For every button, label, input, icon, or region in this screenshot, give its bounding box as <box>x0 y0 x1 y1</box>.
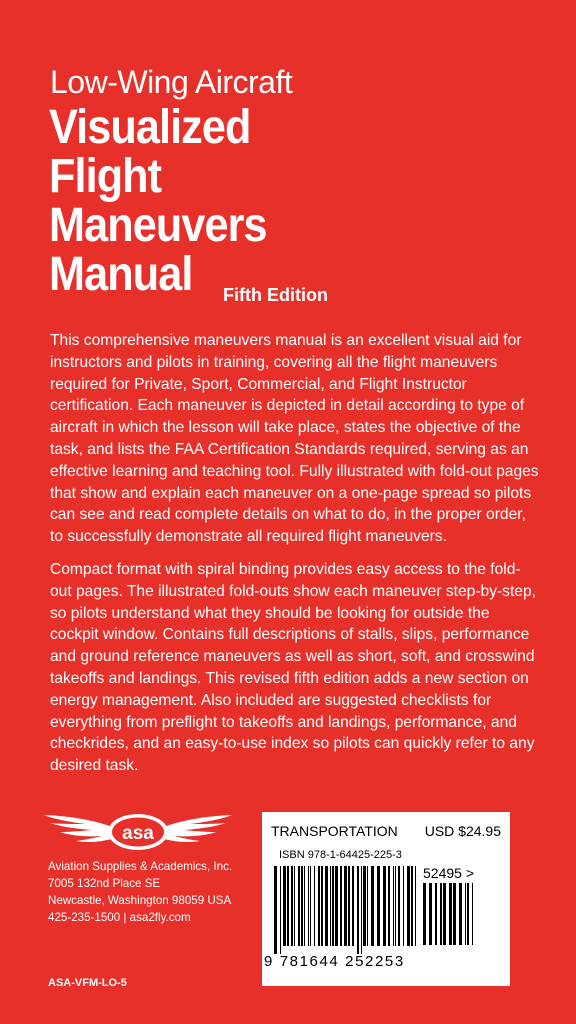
title-line: Flight <box>49 150 162 203</box>
price-label: USD $24.95 <box>424 823 501 839</box>
barcode-label <box>262 812 510 986</box>
barcode-bar <box>449 883 452 945</box>
barcode-bar <box>344 866 347 946</box>
book-title <box>49 103 267 299</box>
barcode-bar <box>348 866 350 946</box>
product-code: ASA-VFM-LO-5 <box>48 977 127 989</box>
barcode-bar <box>357 866 359 954</box>
ean-digits: 9 781644 252253 <box>264 953 405 970</box>
category-label: TRANSPORTATION <box>271 823 398 839</box>
barcode-bar <box>274 866 277 954</box>
barcode-bar <box>415 866 416 946</box>
barcode-bar <box>407 866 410 946</box>
barcode-bar <box>301 866 303 946</box>
publisher-line: 7005 132nd Place SE <box>48 877 161 890</box>
barcode-bar <box>310 866 311 946</box>
barcode-bar <box>383 866 386 946</box>
barcode-bar <box>291 866 293 946</box>
title-line: Maneuvers <box>49 199 267 252</box>
edition-label: Fifth Edition <box>223 285 328 305</box>
barcode-bar <box>352 866 354 946</box>
barcode-bar <box>330 866 331 946</box>
barcode-bar <box>304 866 305 946</box>
barcode-bar <box>332 866 334 946</box>
barcode-bar <box>467 883 469 945</box>
barcode-bar <box>459 883 462 945</box>
barcode-bar <box>363 866 366 946</box>
barcode-bar <box>395 866 396 946</box>
barcode-bar <box>283 866 286 946</box>
barcode-bar <box>280 866 281 954</box>
barcode-bar <box>335 866 338 946</box>
asa-wings-logo <box>42 811 234 855</box>
barcode-bar <box>321 866 323 946</box>
title-line: Visualized <box>49 101 251 154</box>
publisher-line: Newcastle, Washington 98059 USA <box>48 894 232 907</box>
barcode-bar <box>435 883 437 945</box>
addon-code: 52495 > <box>423 865 474 881</box>
barcode-bar <box>398 866 400 946</box>
ean-barcode <box>274 866 418 954</box>
barcode-bar <box>287 866 289 946</box>
barcode-bar <box>393 866 394 946</box>
logo-text: asa <box>122 823 154 844</box>
barcode-bar <box>298 866 300 946</box>
barcode-bar <box>403 866 404 946</box>
title-line: Manual <box>49 248 193 301</box>
barcode-bar <box>440 883 442 945</box>
barcode-bar <box>308 866 309 946</box>
barcode-bar <box>318 866 320 946</box>
barcode-bar <box>472 883 473 945</box>
barcode-bar <box>314 866 315 946</box>
barcode-bar <box>361 866 362 954</box>
barcode-bar <box>411 866 413 946</box>
barcode-bar <box>340 866 342 946</box>
barcode-bar <box>377 866 380 946</box>
barcode-bar <box>325 866 328 946</box>
publisher-line: Aviation Supplies & Academics, Inc. <box>48 860 233 873</box>
barcode-bar <box>371 866 374 946</box>
subtitle: Low-Wing Aircraft <box>50 64 293 100</box>
description-paragraph: This comprehensive maneuvers manual is an excellent visual aid for instructors and pilots in training, covering all the flight maneuvers required for Private, Sport, Commercial, and Flight Instructor certification. Each maneuver is depicted in detail according to type of aircraft in which the lesson will take place, states the objective of the task, and lists the FAA Certification Standards required, serving as an effective learning and teaching tool. Fully illustrated with fold-out pages that show and explain each maneuver on a one-page spread so pilots can see and read complete details on what to do, in the proper order, to successfully demonstrate all required flight maneuvers. <box>50 332 539 546</box>
barcode-bar <box>453 883 456 945</box>
addon-barcode <box>423 883 475 953</box>
barcode-bar <box>294 866 295 946</box>
description <box>50 330 540 788</box>
barcode-bar <box>443 883 446 945</box>
publisher-info <box>48 858 232 926</box>
barcode-bar <box>367 866 368 946</box>
description-paragraph: Compact format with spiral binding provides easy access to the fold-out pages. The illustrated fold-outs show each maneuver step-by-step, so pilots understand what they should be looking for outside the cockpit window. Contains full descriptions of stalls, slips, performance and ground reference maneuvers as well as short, soft, and crosswind takeoffs and landings. This revised fifth edition adds a new section on energy management. Also included are suggested checklists for everything from preflight to takeoffs and landings, performance, and checkrides, and an easy-to-use index so pilots can quickly refer to any desired task. <box>50 560 536 775</box>
barcode-bar <box>429 883 432 945</box>
barcode-bar <box>423 883 426 945</box>
isbn-label: ISBN 978-1-64425-225-3 <box>279 849 402 861</box>
barcode-bar <box>388 866 390 946</box>
publisher-line: 425-235-1500 | asa2fly.com <box>48 911 191 924</box>
barcode-bar <box>465 883 466 945</box>
